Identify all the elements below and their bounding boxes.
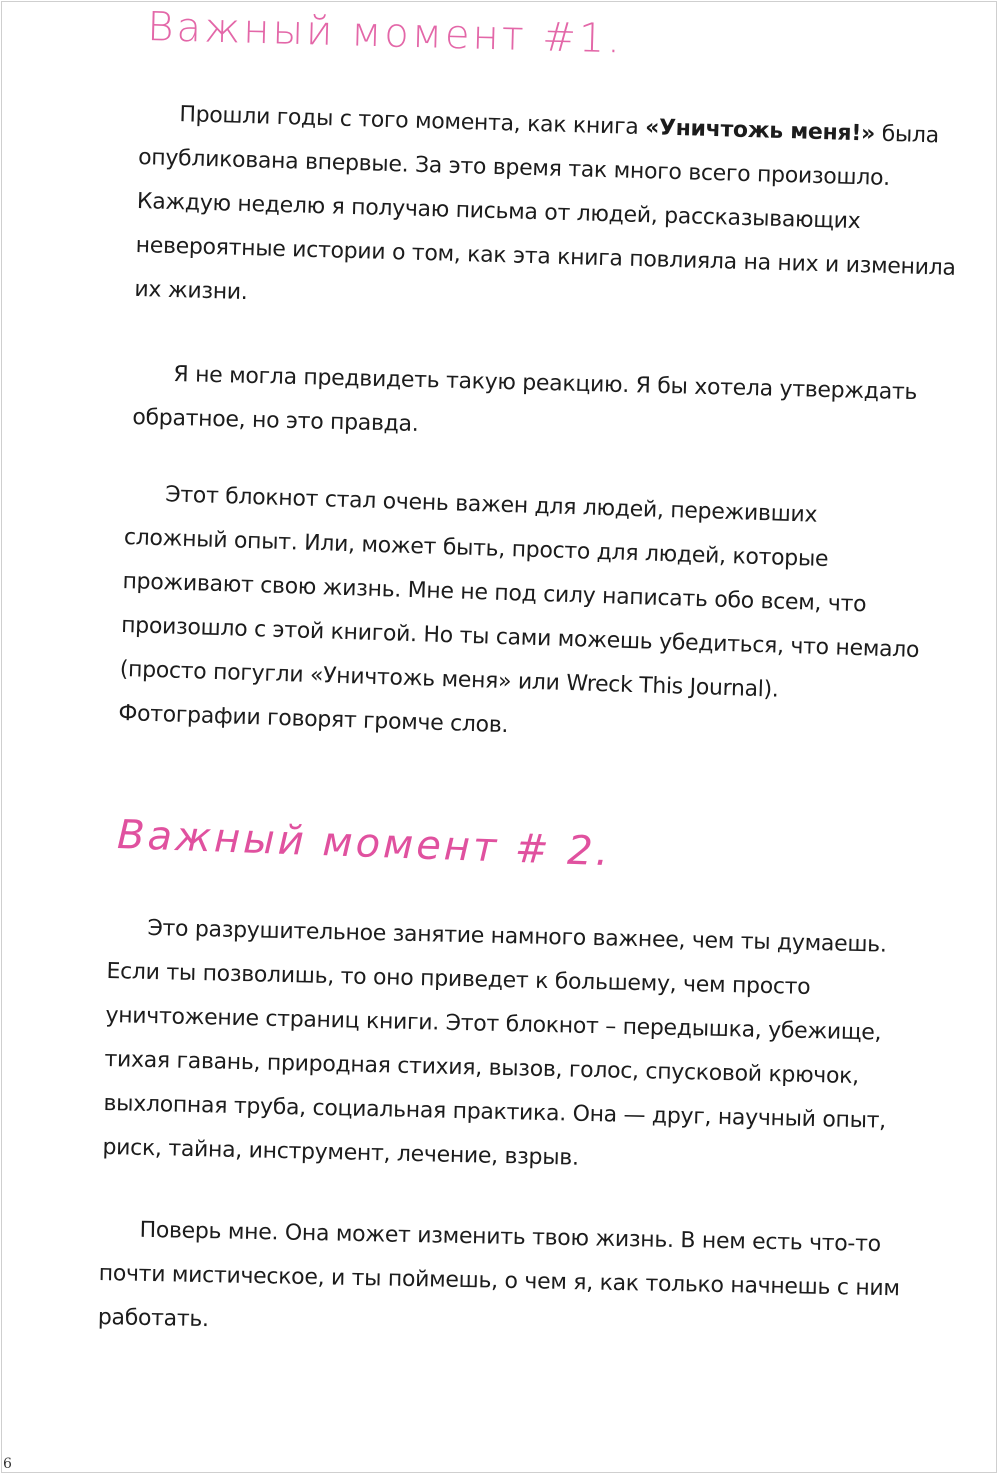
paragraph-text-after: была опубликована впервые. За это время так много всего произошло. Каждую неделю я получаю письма от людей, рассказывающих невероятные истории о том, как эта книга повлияла на них и изменила их жизни. [134,121,956,306]
section-2-paragraph-1: Это разрушительное занятие намного важнее, чем ты думаешь. Если ты позволишь, то оно приведет к большему, чем просто уничтожение страниц книги. Этот блокнот – передышка, убежище, тихая гавань, природная стихия, вызов, голос, спусковой крючок, выхлопная труба, социальная практика. Она — друг, научный опыт, риск, тайна, инструмент, лечение, взрыв. [102,915,887,1171]
page-number: 6 [3,1456,12,1472]
section-2-heading: Важный момент # 2. [116,812,613,876]
section-1-heading: Важный момент #1. [146,4,624,63]
section-2-paragraph-2: Поверь мне. Она может изменить твою жизнь. В нем есть что-то почти мистическое, и ты поймешь, о чем я, как только начнешь с ним работать. [97,1217,900,1333]
section-1-paragraph-3: Этот блокнот стал очень важен для людей, переживших сложный опыт. Или, может быть, просто для людей, которые проживают свою жизнь. Мне не под силу написать обо всем, что произошло с этой книгой. Но ты сами можешь убедиться, что немало (просто погугли «Уничтожь меня» или Wreck This Journal). Фотографии говорят громче слов. [118,482,920,739]
section-1-paragraph-1 [134,92,970,335]
section-1-paragraph-2: Я не могла предвидеть такую реакцию. Я бы хотела утверждать обратное, но это правда. [132,361,918,437]
book-title-bold: «Уничтожь меня!» [644,115,876,147]
paragraph-text-before: Прошли годы с того момента, как книга [179,102,646,141]
